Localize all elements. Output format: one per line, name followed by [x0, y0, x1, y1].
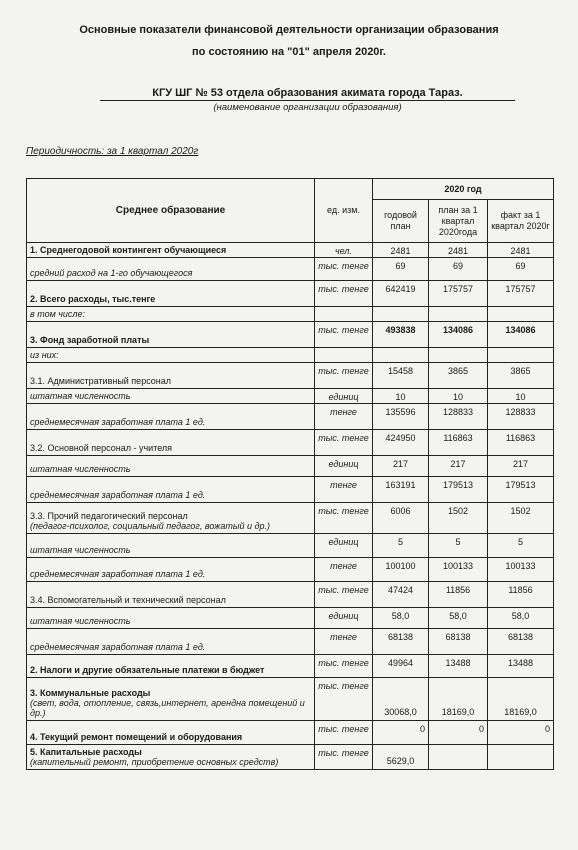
row-name: штатная численность [30, 391, 131, 401]
row-name-cell [27, 629, 315, 655]
row-name: средний расход на 1-го обучающегося [30, 268, 193, 278]
row-name-cell [27, 348, 315, 363]
row-plan-value: 10 [429, 389, 488, 404]
row-annual-value: 30068,0 [373, 678, 429, 721]
row-plan-value: 134086 [429, 322, 488, 348]
column-header-year-group: 2020 год [373, 179, 554, 200]
row-fact-value: 3865 [488, 363, 554, 389]
row-plan-value: 116863 [429, 430, 488, 456]
row-name: 3. Коммунальные расходы [30, 688, 151, 698]
row-name: штатная численность [30, 616, 131, 626]
table-row [27, 503, 554, 534]
row-name: среднемесячная заработная плата 1 ед. [30, 642, 206, 652]
row-name: 4. Текущий ремонт помещений и оборудования [30, 732, 243, 742]
periodicity-line: Периодичность: за 1 квартал 2020г [26, 146, 199, 157]
table-row [27, 477, 554, 503]
row-name: из них: [30, 350, 59, 360]
row-annual-value: 58,0 [373, 608, 429, 629]
row-name: среднемесячная заработная плата 1 ед. [30, 569, 206, 579]
row-name-cell [27, 258, 315, 281]
row-plan-value: 69 [429, 258, 488, 281]
column-header-annual: годовой план [373, 200, 429, 243]
row-name-cell [27, 477, 315, 503]
row-unit-cell: тыс. тенге [315, 430, 373, 456]
table-row [27, 558, 554, 582]
table-row [27, 430, 554, 456]
row-annual-value: 2481 [373, 243, 429, 258]
table-row [27, 281, 554, 307]
row-unit-cell [315, 307, 373, 322]
row-annual-value: 10 [373, 389, 429, 404]
table-row [27, 655, 554, 678]
row-name-cell [27, 745, 315, 770]
table-row [27, 404, 554, 430]
row-fact-value: 68138 [488, 629, 554, 655]
row-name-cell [27, 281, 315, 307]
row-fact-value: 0 [488, 721, 554, 745]
row-name-cell [27, 243, 315, 258]
row-unit-cell: тыс. тенге [315, 258, 373, 281]
row-unit-cell [315, 348, 373, 363]
row-unit-cell: тыс. тенге [315, 745, 373, 770]
row-plan-value: 68138 [429, 629, 488, 655]
table-row [27, 678, 554, 721]
row-name: 5. Капитальные расходы [30, 747, 142, 757]
row-fact-value: 58,0 [488, 608, 554, 629]
row-fact-value: 69 [488, 258, 554, 281]
row-name: среднемесячная заработная плата 1 ед. [30, 490, 206, 500]
table-row [27, 629, 554, 655]
row-plan-value: 11856 [429, 582, 488, 608]
row-fact-value: 2481 [488, 243, 554, 258]
row-name-cell [27, 558, 315, 582]
row-annual-value: 47424 [373, 582, 429, 608]
row-name-cell [27, 608, 315, 629]
row-name-cell [27, 322, 315, 348]
table-row [27, 456, 554, 477]
row-plan-value: 2481 [429, 243, 488, 258]
row-annual-value: 493838 [373, 322, 429, 348]
row-unit-cell: тенге [315, 629, 373, 655]
table-row [27, 534, 554, 558]
row-name-cell [27, 503, 315, 534]
row-unit-cell: тыс. тенге [315, 281, 373, 307]
row-name-cell [27, 363, 315, 389]
row-name: 2. Налоги и другие обязательные платежи в бюджет [30, 665, 265, 675]
row-plan-value: 3865 [429, 363, 488, 389]
row-fact-value: 134086 [488, 322, 554, 348]
row-annual-value: 642419 [373, 281, 429, 307]
row-name: штатная численность [30, 545, 131, 555]
row-annual-value: 5629,0 [373, 745, 429, 770]
row-annual-value: 5 [373, 534, 429, 558]
row-annual-value: 100100 [373, 558, 429, 582]
row-name: 3.3. Прочий педагогический персонал [30, 511, 188, 521]
row-annual-value [373, 307, 429, 322]
row-fact-value: 10 [488, 389, 554, 404]
row-unit-cell: тыс. тенге [315, 322, 373, 348]
row-plan-value: 13488 [429, 655, 488, 678]
row-annual-value: 163191 [373, 477, 429, 503]
table-row [27, 363, 554, 389]
row-plan-value: 1502 [429, 503, 488, 534]
row-fact-value [488, 307, 554, 322]
row-plan-value: 175757 [429, 281, 488, 307]
row-unit-cell: тыс. тенге [315, 721, 373, 745]
row-unit-cell: тыс. тенге [315, 655, 373, 678]
row-unit-cell: тенге [315, 404, 373, 430]
table-row [27, 582, 554, 608]
row-name-cell [27, 582, 315, 608]
row-name-note: (педагог-психолог, социальный педагог, вожатый и др.) [30, 521, 270, 531]
row-plan-value [429, 307, 488, 322]
row-fact-value: 13488 [488, 655, 554, 678]
row-plan-value [429, 745, 488, 770]
row-name-cell [27, 430, 315, 456]
row-plan-value: 58,0 [429, 608, 488, 629]
row-annual-value: 15458 [373, 363, 429, 389]
row-name-cell [27, 404, 315, 430]
row-fact-value: 179513 [488, 477, 554, 503]
row-annual-value: 217 [373, 456, 429, 477]
row-fact-value: 1502 [488, 503, 554, 534]
row-unit-cell: тыс. тенге [315, 582, 373, 608]
row-name: 3.2. Основной персонал - учителя [30, 443, 173, 453]
row-annual-value: 69 [373, 258, 429, 281]
row-plan-value: 179513 [429, 477, 488, 503]
table-row [27, 389, 554, 404]
row-plan-value: 128833 [429, 404, 488, 430]
table-row [27, 745, 554, 770]
row-name-note: (свет, вода, отопление, связь,интернет, арендна помещений и др.) [30, 698, 305, 718]
row-annual-value: 49964 [373, 655, 429, 678]
table-row [27, 258, 554, 281]
row-name-cell [27, 307, 315, 322]
row-unit-cell: тыс. тенге [315, 503, 373, 534]
table-row [27, 348, 554, 363]
row-fact-value: 100133 [488, 558, 554, 582]
row-unit-cell: единиц [315, 534, 373, 558]
financial-indicators-table [26, 178, 554, 770]
row-plan-value: 217 [429, 456, 488, 477]
row-name: в том числе: [30, 309, 86, 319]
row-name-cell [27, 534, 315, 558]
row-plan-value: 0 [429, 721, 488, 745]
column-header-name: Среднее образование [27, 179, 315, 243]
row-annual-value: 0 [373, 721, 429, 745]
row-fact-value [488, 348, 554, 363]
row-fact-value: 116863 [488, 430, 554, 456]
row-plan-value [429, 348, 488, 363]
row-name: среднемесячная заработная плата 1 ед. [30, 417, 206, 427]
row-fact-value: 217 [488, 456, 554, 477]
row-fact-value: 11856 [488, 582, 554, 608]
row-annual-value: 68138 [373, 629, 429, 655]
row-name: штатная численность [30, 464, 131, 474]
row-name-cell [27, 721, 315, 745]
table-row [27, 307, 554, 322]
row-fact-value: 5 [488, 534, 554, 558]
column-header-unit: ед. изм. [315, 179, 373, 243]
row-name: 1. Среднегодовой контингент обучающиеся [30, 245, 227, 255]
table-row [27, 243, 554, 258]
row-annual-value [373, 348, 429, 363]
row-fact-value: 18169,0 [488, 678, 554, 721]
table-row [27, 721, 554, 745]
row-unit-cell: тыс. тенге [315, 363, 373, 389]
document-title: Основные показатели финансовой деятельности организации образования [79, 24, 499, 36]
row-annual-value: 6006 [373, 503, 429, 534]
row-plan-value: 5 [429, 534, 488, 558]
row-name: 2. Всего расходы, тыс.тенге [30, 294, 156, 304]
row-unit-cell: единиц [315, 608, 373, 629]
row-annual-value: 424950 [373, 430, 429, 456]
row-name-cell [27, 655, 315, 678]
row-plan-value: 100133 [429, 558, 488, 582]
row-name: 3. Фонд заработной платы [30, 335, 150, 345]
row-plan-value: 18169,0 [429, 678, 488, 721]
row-unit-cell: единиц [315, 456, 373, 477]
row-unit-cell: единиц [315, 389, 373, 404]
row-unit-cell: тенге [315, 558, 373, 582]
row-unit-cell: чел. [315, 243, 373, 258]
row-fact-value [488, 745, 554, 770]
organization-name: КГУ ШГ № 53 отдела образования акимата города Тараз. [100, 87, 515, 101]
row-name: 3.4. Вспомогательный и технический персонал [30, 595, 226, 605]
column-header-plan-q1: план за 1 квартал 2020года [429, 200, 488, 243]
table-row [27, 322, 554, 348]
document-date-line: по состоянию на "01" апреля 2020г. [192, 46, 386, 58]
row-name: 3.1. Административный персонал [30, 376, 172, 386]
row-name-cell [27, 678, 315, 721]
table-row [27, 608, 554, 629]
table-body [27, 243, 554, 770]
row-annual-value: 135596 [373, 404, 429, 430]
row-name-cell [27, 389, 315, 404]
row-fact-value: 175757 [488, 281, 554, 307]
row-unit-cell: тыс. тенге [315, 678, 373, 721]
organization-caption: (наименование организации образования) [213, 102, 402, 113]
row-fact-value: 128833 [488, 404, 554, 430]
row-unit-cell: тенге [315, 477, 373, 503]
row-name-note: (капительный ремонт, приобретение основных средств) [30, 757, 279, 767]
row-name-cell [27, 456, 315, 477]
column-header-fact-q1: факт за 1 квартал 2020г [488, 200, 554, 243]
